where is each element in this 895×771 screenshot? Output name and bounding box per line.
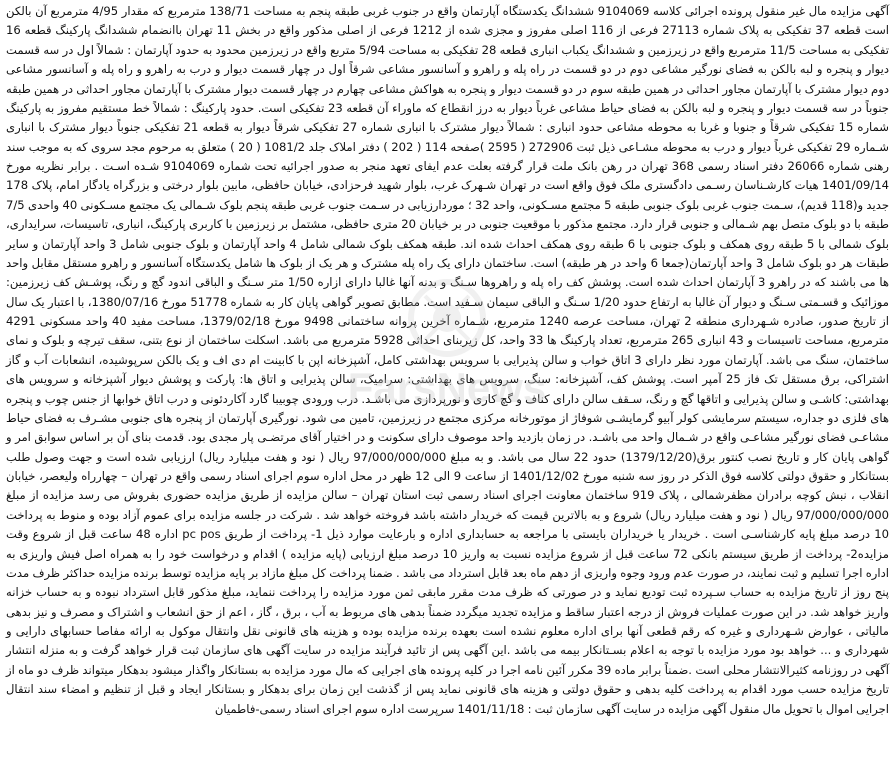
auction-notice-text	[6, 2, 889, 719]
notice-body: آگهی مزایده مال غیر منقول پرونده اجرائی کلاسه 9104069 ششدانگ یکدستگاه آپارتمان واقع در جنوب غربی طبقه پنجم به مساحت 138/71 مترمربع که مقدار 4/95 مترمربع آن بالکن است قطعه 37 تفکیکی به پلاک شماره 27113 فرعی از 116 اصلی مفروز و مجزی شده از 1212 فرعی از اصلی مذکور واقع در بخش 11 تهران باانضمام ششدانگ پارکینگ قطعه 16 تفکیکی به مساحت 11/5 مترمربع واقع در زیرزمین و ششدانگ یکباب انباری قطعه 28 تفکیکی به مساحت 5/94 متربع واقع در زیرزمین محدود به حدود آپارتمان : شمالاً اول در سه قسمت دیوار و پنجره و لبه بالکن به فضای نورگیر مشاعی دوم در دو قسمت در راه پله و راهرو و آسانسور مشاعی شرقاً اول در چهار قسمت دیوار و درب به راهرو و راه پله و آسانسور مشاعی دوم دیوار مشترک با آپارتمان مجاور احداثی در همین طبقه سوم در دو قسمت دیوار و پنجره به هواکش مشاعی چهارم در چهار قسمت دیوار مشترک با آپارتمان مجاور احداثی در همین طبقه جنوباً در سه قسمت دیوار و پنجره و لبه بالکن به فضای حیاط مشاعی غرباً دیوار به درز انقطاع که ماوراء آن قطعه 23 تفکیکی است. حدود پارکینگ : شمالاً خط مستقیم مفروز به پارکینگ شماره 15 تفکیکی شرقاً و جنوبا و غربا به محوطه مشاعی حدود انباری : شمالاً دیوار مشترک با انباری شماره 27 تفکیکی شرقاً دیوار به قطعه 21 تفکیکی جنوباً دیوار مشترک با انباری شـماره 29 تفکیکی غرباً دیوار و درب به محوطه مشـاعی ذیل ثبت 272906 ( 2595 )صفحه 114 ( 202 ) دفتر املاک جلد 1081/2 ( 20 ) متعلق به مرحوم مجد سروی که به موجب سند رهنی شماره 26066 دفتر اسناد رسمی 368 تهران در رهن بانک ملت قرار گرفته بعلت عدم ایفای تعهد منجر به صدور اجرائیه تحت شماره 9104069 شـده اسـت . برابر نظریه مورخ 1401/09/14 هیات کارشـناسان رسـمی دادگستری ملک فوق واقع است در تهران شـهرک غرب، بلوار شهید فرحزادی، خیابان حافظی، مابین بلوار درختی و بزرگراه یادگار امام، پلاک 178 جدید و(118 قدیم)، سـمت جنوب غربی بلوک جنوبی طبقه 5 مجتمع مسـکونی، واحد 32 ؛ موردارزیابی در سـمت جنوب غربی طبقه پنجم بلوک شـمالی یک مجتمع مسـکونی 40 واحدی 7/5 طبقه با دو بلوک متصل بهم شـمالی و جنوبی قرار دارد. مجتمع مذکور با موقعیت جنوبی در بر خیابان 20 متری حافظی، مشتمل بر زیرزمین با کاربری پارکینگ، انباری، تاسیسات، سرایداری، بلوک شمالی با 5 طبقه روی همکف و بلوک جنوبی با 6 طبقه روی همکف احداث شده اند. طبقه همکف بلوک شمالی شامل 4 واحد آپارتمان و بلوک جنوبی شامل 3 واحد آپارتمان و سایر طبقات هر دو بلوک شامل 3 واحد آپارتمان(جمعا 6 واحد در هر طبقه) است. ساختمان دارای یک راه پله مشترک و هر یک از بلوک ها شامل یکدستگاه آسانسور و راهرو مستقل مقابل واحد ها می باشند که در راهرو 3 آپارتمان احداث شده است. پوشش کف راه پله و راهروها سـنگ و بدنه آنها غالبا دارای ازاره 1/50 متر سـنگ و الباقی اندود گچ و رنگ، پوشـش کف زیرزمین: موزائیک و قسـمتی سـنگ و دیوار آن غالبا به ارتفاع حدود 1/20 سـنگ و الباقی سیمان سـفید است. مطابق تصویر گواهی پایان کار به شماره 51778 مورخ 1380/07/16، با اعتبار یک سال از تاریخ صدور، صادره شـهرداری منطقه 2 تهران، مساحت عرصه 1240 مترمربع، شـماره آخرین پروانه ساختمانی 9498 مورخ 1379/02/18، مساحت مفید 40 واحد مسکونی 4291 مترمربع، مساحت تاسیسات و 43 انباری 265 مترمربع، تعداد پارکینگ ها 33 واحد، کل زیربنای احداثی 5928 مترمربع می باشد. اسکلت ساختمان از نوع بتنی، سقف تیرچه و بلوک و نمای ساختمان، سنگ می باشد. آپارتمان مورد نظر دارای 3 اتاق خواب و سالن پذیرایی با سرویس بهداشتی کامل، آشپزخانه اپن با کابینت ام دی اف و یک بالکن سرپوشیده، انشعابات آب و گاز اشتراکی، برق مستقل تک فاز 25 آمپر است. پوشش کف، آشپزخانه: سنگ، سرویس های بهداشتی: سرامیک، سالن پذیرایی و اتاق ها: پارکت و پوشش دیوار آشپزخانه و سرویس های بهداشتی: کاشـی و سالن پذیرایی و اتاقها گچ و رنگ، سـقف سالن دارای کناف و گچ کاری و نورپردازی می باشـد. درب ورودی چوبیبا گارد آکاردئونی و درب اتاق خوابها از جنس چوب و پنجره های فلزی دو جداره، سیستم سرمایشی کولر آبیو گرمایشـی شوفاژ از موتورخانه مرکزی مجتمع در زیرزمین، تامین می شود. نورگیری آپارتمان از پنجره های جنوبی مشـرف به فضای حیاط مشاعـی فضای نورگیر مشاعـی واقع در شـمال واحد می باشـد. در زمان بازدید واحد موصوف دارای سکونت و در اختیار آقای مرتضـی پار مجدی بود. قدمت بنای آن بر اساس سوابق امر و گواهی پایان کار و تاریخ نصب کنتور برق(1379/12/20) حدود 22 سال می باشد. و به مبلغ 97/000/000/000 ریال ( نود و هفت میلیارد ریال) ارزیابی شده است و جهت وصول طلب بستانکار و حقوق دولتی کلاسه فوق الذکر در روز سه شنبه مورخ 1401/12/02 از ساعت 9 الی 12 ظهر در محل اداره سوم اجرای اسناد رسمی واقع در تهران – چهارراه ولیعصر، خیابان انقلاب ، نبش کوچه برادران مظفرشمالی ، پلاک 919 ساختمان معاونت اجرای اسناد رسمی ثبت استان تهران – سالن مزایده از طریق مزایده حضوری بفروش می رسد مزایده از مبلغ 97/000/000/000 ریال ( نود و هفت میلیارد ریال) شروع و به بالاترین قیمت که خریدار داشته باشد فروخته خواهد شد . شرکت در جلسه مزایده برای عموم آزاد بوده و منوط به پرداخت 10 درصد مبلغ پایه کارشناسـی است . خریدار یا خریداران بایستی با مراجعه به حسابداری اداره و بارعایت موارد ذیل 1- پرداخت از طریق pc pos اداره 48 ساعت قبل از شروع وقت مزایده2- پرداخت از طریق سیستم بانکی 72 ساعت قبل از شروع مزایده نسبت به واریز 10 درصد مبلغ ارزیابی (پایه مزایده ) اقدام و درخواست خود را به همراه اصل فیش واریزی به اداره اجرا تسلیم و ثبت نمایند، در صورت عدم ورود وجوه واریزی از دهم ماه بعد قابل استرداد می باشد . ضمنا پرداخت کل مبلغ مازاد بر پایه مزایده توسط برنده مزایده حداکثر ظرف مدت پنج روز از تاریخ مزایده به حساب سـپرده ثبت تودیع نماید و در صورتی که ظرف مدت مقرر مابقی ثمن مورد مزایده را پرداخت ننماید، مبلغ مذکور قابل استرداد نبوده و به حساب خزانه واریز خواهد شد. در این صورت عملیات فروش از درجه اعتبار ساقط و مزایده تجدید میگردد ضمناً بدهی های مربوط به آب ، برق ، گاز ، اعم از حق انشعاب و اشتراک و مصرف و نیز بدهی مالیاتی ، عوارض شـهرداری و غیره که رقم قطعی آنها برای اداره معلوم نشده است بعهده برنده مزایده بوده و هزینه های قانونی نقل وانتقال موکول به ارائه مفاصا حسابهای دارایی و شهرداری و ... خواهد بود مورد مزایده با توجه به اعلام بسـتانکار بیمه می باشد .این آگهی پس از تائید فرآیند مزایده در سایت آگهی های سازمان ثبت قرار خواهد گرفت و به منزله انتشار آگهی در روزنامه کثیرالانتشار محلی است .ضمناً برابر ماده 39 مکرر آئین نامه اجرا در کلیه پرونده های اجرایی که مال مورد مزایده به بستانکار واگذار میشود بدهکار میتواند ظرف دو ماه از تاریخ مزایده حسب مورد اقدام به پرداخت کلیه بدهی و حقوق دولتی و هزینه های قانونی نماید پس از گذشت این زمان برای بدهکار و بستانکار ایجاد و قبل از تنظیم و امضاء سند انتقال اجرایی اموال با تحویل مال منقول آگهی مزایده در سایت آگهی سازمان ثبت :	[6, 4, 890, 716]
watermark-text: FarsNews	[347, 364, 547, 411]
notice-footer-date-signature: 1401/11/18 سرپرست اداره سوم اجرای اسناد رسمی-فاطمیان	[214, 701, 525, 716]
